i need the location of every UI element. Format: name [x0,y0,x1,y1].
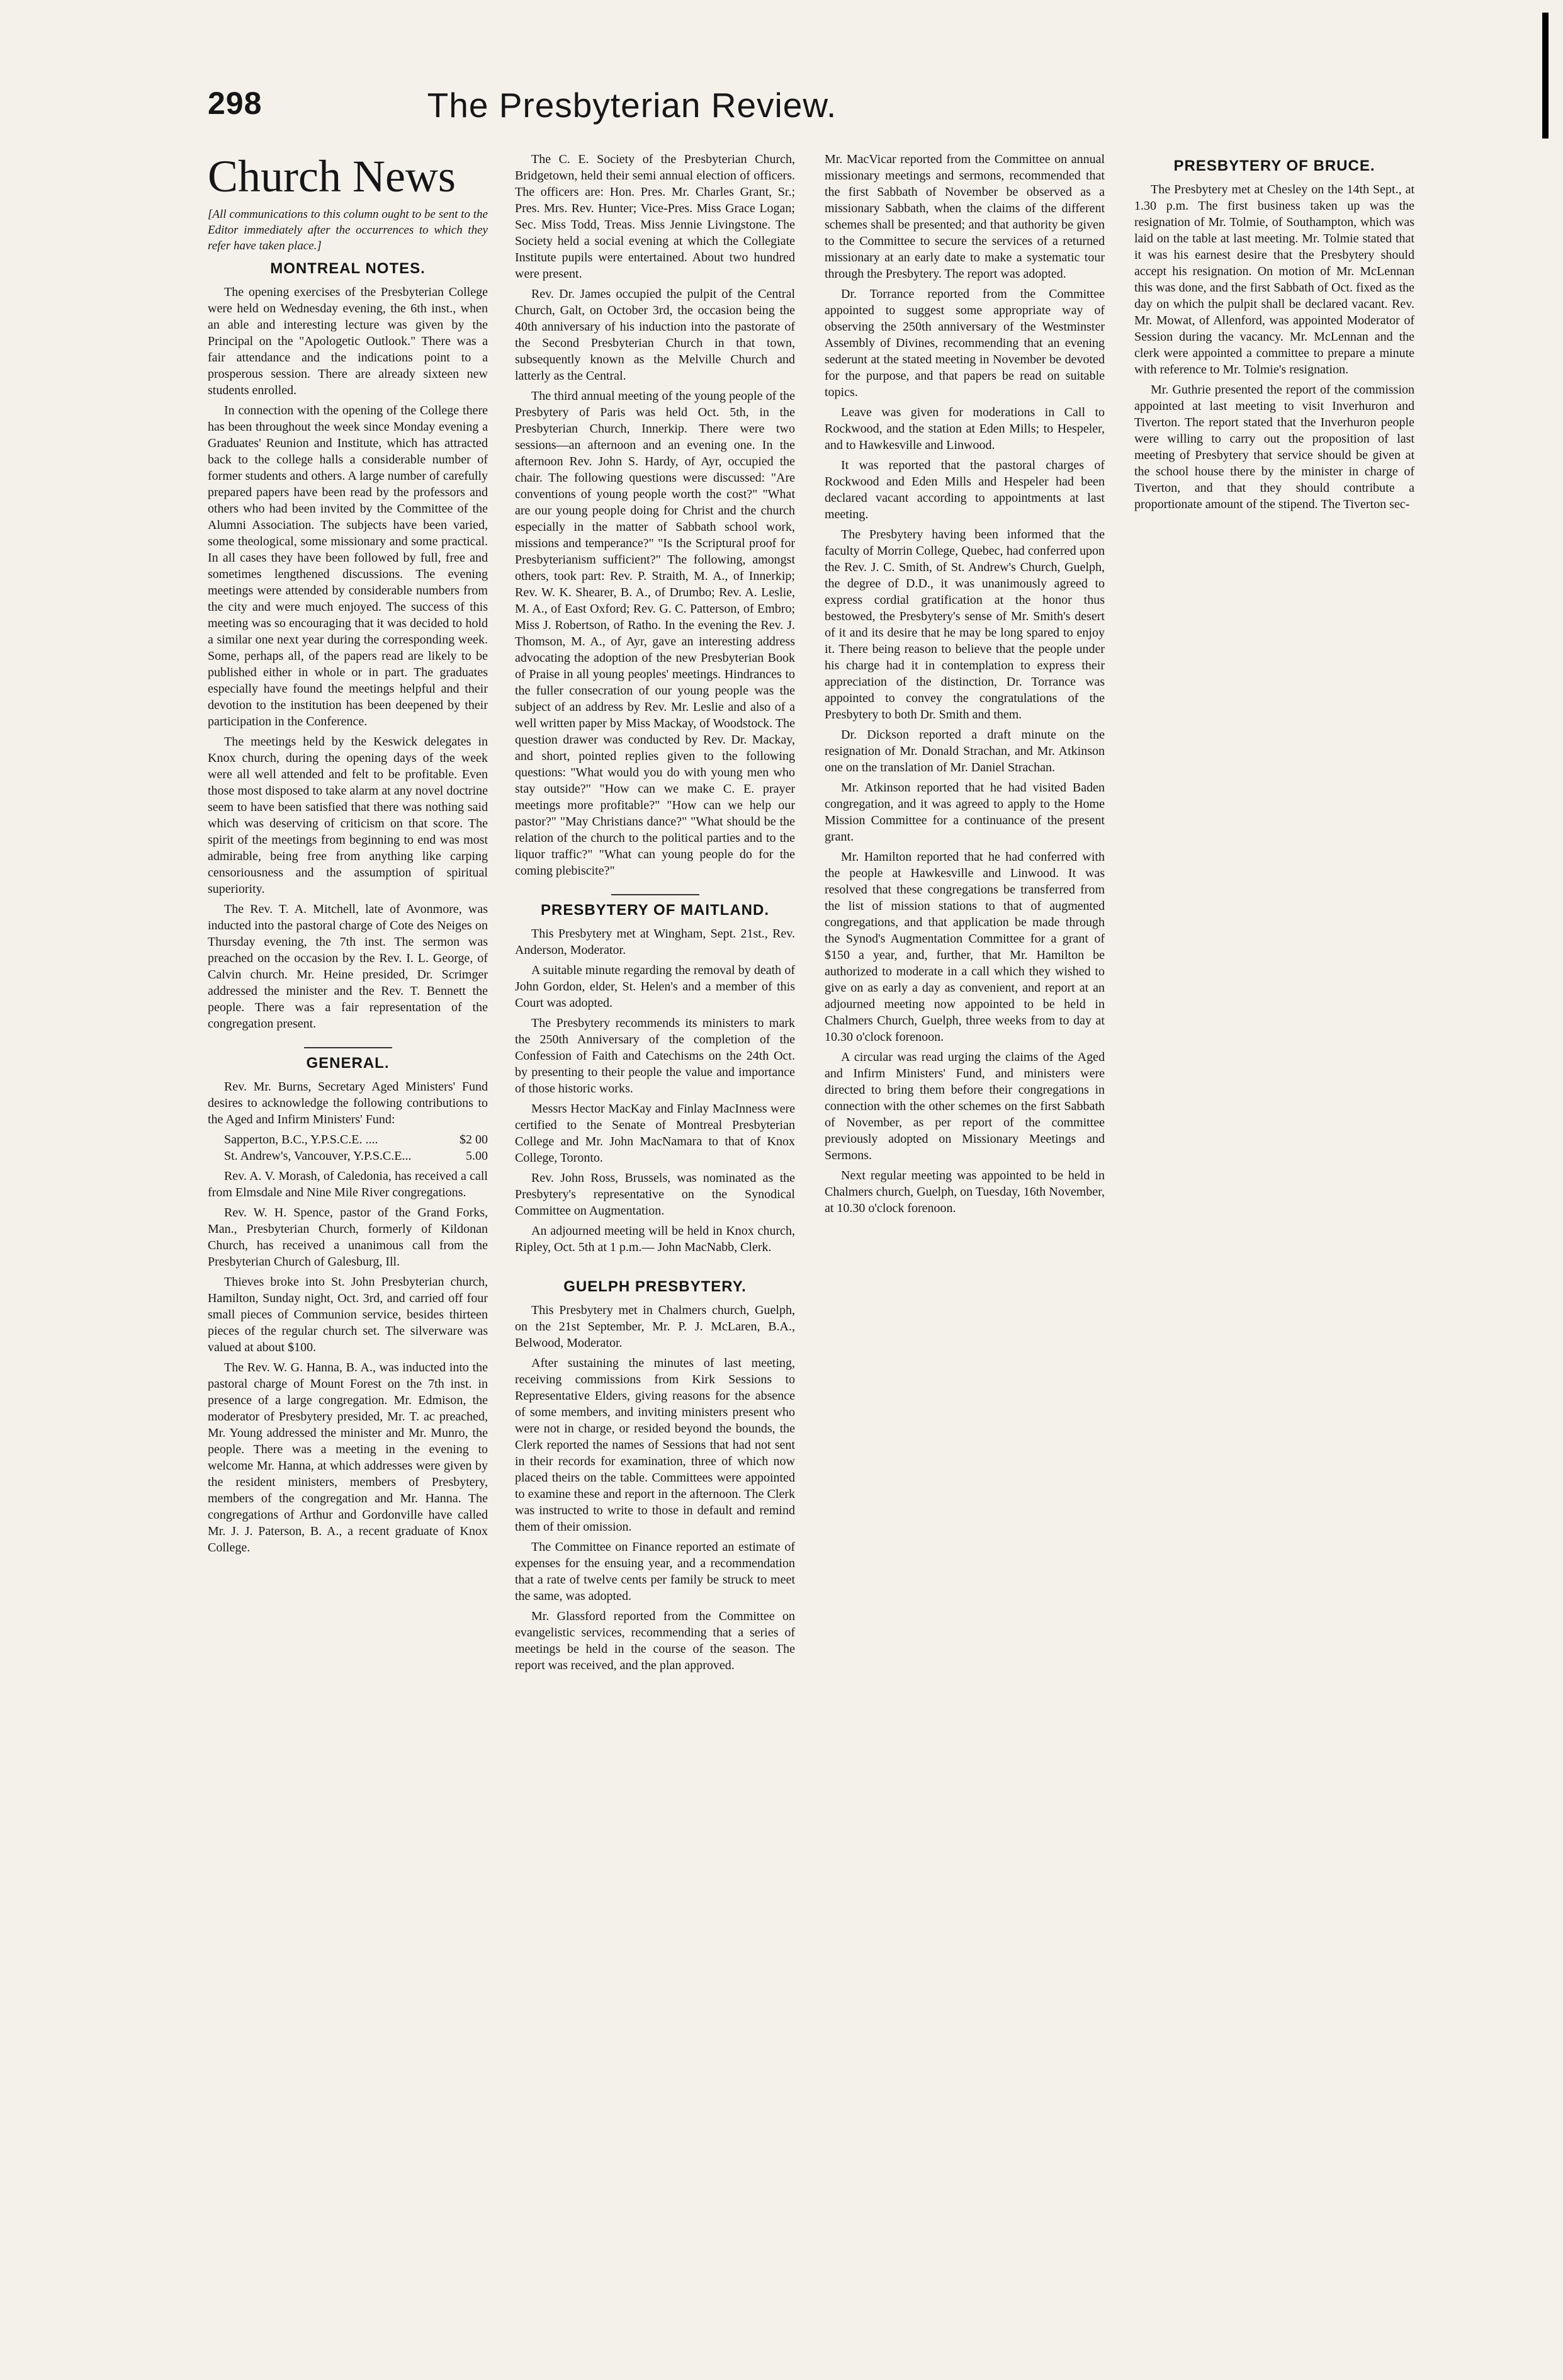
fund-line [208,1148,488,1164]
paragraph: The Rev. T. A. Mitchell, late of Avonmore, was inducted into the pastoral charge of Cote des Neiges on Thursday evening, the 7th inst. The sermon was preached on the occasion by the Rev. I. L. George, of Calvin church. Mr. Heine presided, Dr. Scrimger addressed the minister and the Rev. T. Bennett the people. There was a fair representation of the congregation present. [208,902,488,1031]
section-title: Church News [208,151,456,201]
general-heading: GENERAL. [306,1055,390,1072]
paragraph: This Presbytery met at Wingham, Sept. 21st., Rev. Anderson, Moderator. [515,927,795,957]
editor-note: [All communications to this column ought to be sent to the Editor immediately after the occurrences to which they refer have taken place.] [208,208,488,252]
fund-label: Sapperton, B.C., Y.P.S.C.E. .... [224,1133,378,1147]
paragraph: Messrs Hector MacKay and Finlay MacInness were certified to the Senate of Montreal Presbyterian College and Mr. John MacNamara to that of Knox College, Toronto. [515,1102,795,1165]
paragraph: Rev. John Ross, Brussels, was nominated as the Presbytery's representative on the Synodical Committee on Augmentation. [515,1171,795,1218]
page-header [208,85,1056,135]
guelph-heading: GUELPH PRESBYTERY. [563,1278,747,1295]
paragraph: The C. E. Society of the Presbyterian Church, Bridgetown, held their semi annual election of officers. The officers are: Hon. Pres. Mr. Charles Grant, Sr.; Pres. Mrs. Rev. Hunter; Vice-Pres. Miss Grace Logan; Sec. Miss Todd, Treas. Miss Jennie Livingstone. The Society held a social evening at which the Collegiate Institute pupils were entertained. About two hundred were present. [515,152,795,281]
paragraph: Mr. MacVicar reported from the Committee on annual missionary meetings and sermons, recommended that the first Sabbath of November be observed as a missionary Sabbath, when the claims of the different schemes shall be presented; and that authority be given to the Committee to secure the services of a returned missionary at an early date to make a systematic tour through the Presbytery. The report was adopted. [825,152,1105,281]
paragraph: The meetings held by the Keswick delegates in Knox church, during the opening days of the week were all well attended and felt to be profitable. Even those most disposed to take alarm at any novel doctrine seem to have been satisfied that there was nothing said which was deserving of criticism on that score. The spirit of the meetings from beginning to end was most admirable, being free from anything like carping censoriousness and the assumption of spiritual superiority. [208,735,488,896]
paragraph: The opening exercises of the Presbyterian College were held on Wednesday evening, the 6th inst., when an able and interesting lecture was given by the Principal on the "Apologetic Outlook." There was a fair attendance and the indications point to a prosperous session. There are already sixteen new students enrolled. [208,285,488,397]
paragraph: Dr. Dickson reported a draft minute on the resignation of Mr. Donald Strachan, and Mr. Atkinson one on the translation of Mr. Daniel Strachan. [825,728,1105,774]
section-divider [611,894,699,895]
paragraph: Mr. Atkinson reported that he had visited Baden congregation, and it was agreed to apply to the Home Mission Committee for a continuance of the present grant. [825,781,1105,844]
paragraph: Thieves broke into St. John Presbyterian church, Hamilton, Sunday night, Oct. 3rd, and carried off four small pieces of Communion service, besides thirteen pieces of the regular church set. The silverware was valued at about $100. [208,1275,488,1354]
journal-title: The Presbyterian Review. [427,86,837,125]
fund-line [208,1131,488,1148]
section-divider [304,1047,392,1048]
paragraph: Rev. Dr. James occupied the pulpit of the Central Church, Galt, on October 3rd, the occasion being the 40th anniversary of his induction into the pastorate of the Second Presbyterian Church in that town, subsequently known as the Melville Church and latterly as the Central. [515,287,795,383]
paragraph: The Rev. W. G. Hanna, B. A., was inducted into the pastoral charge of Mount Forest on the 7th inst. in presence of a large congregation. Mr. Edmison, the moderator of Presbytery presided, Mr. T. ac preached, Mr. Young addressed the minister and Mr. Munro, the people. There was a meeting in the evening to welcome Mr. Hanna, at which addresses were given by the resident ministers, members of Presbytery, members of the congregation and Mr. Hanna. The congregations of Arthur and Gordonville have called Mr. J. J. Paterson, B. A., a recent graduate of Knox College. [208,1361,488,1555]
page-edge-bar [1542,13,1549,139]
montreal-notes-heading: MONTREAL NOTES. [270,260,426,277]
paragraph: Mr. Glassford reported from the Committee on evangelistic services, recommending that a series of meetings be held in the course of the season. The report was received, and the plan approved. [515,1609,795,1672]
paragraph: This Presbytery met in Chalmers church, Guelph, on the 21st September, Mr. P. J. McLaren, B.A., Belwood, Moderator. [515,1303,795,1350]
paragraph: After sustaining the minutes of last meeting, receiving commissions from Kirk Sessions to Representative Elders, giving reasons for the absence of some members, and inviting ministers present who were not in charge, or resided beyond the bounds, the Clerk reported the names of Sessions that had not sent in their records for examination, three of which now placed theirs on the table. Committees were appointed to examine these and report in the afternoon. The Clerk was instructed to write to those in default and remind them of their omission. [515,1356,795,1534]
column-2 [515,151,795,1677]
page-number: 298 [208,86,262,121]
paragraph: Mr. Guthrie presented the report of the commission appointed at last meeting to visit Inverhuron and Tiverton. The report stated that the Inverhuron people were willing to carry out the proposition of last meeting of Presbytery that service should be given at the school house there by the minister in charge of Tiverton, and that they should contribute a proportionate amount of the stipend. The Tiverton sec- [1134,383,1414,511]
column-4 [1134,151,1414,516]
paragraph: The Presbytery recommends its ministers to mark the 250th Anniversary of the completion of the Confession of Faith and Catechisms on the 24th Oct. by presenting to their people the value and importance of those historic works. [515,1016,795,1096]
paragraph: Rev. W. H. Spence, pastor of the Grand Forks, Man., Presbyterian Church, formerly of Kildonan Church, has received a unanimous call from the Presbyterian Church of Galesburg, Ill. [208,1206,488,1269]
paragraph: Mr. Hamilton reported that he had conferred with the people at Hawkesville and Linwood. It was resolved that these congregations be transferred from the list of mission stations to that of augmented congregations, and that application be made through the Synod's Augmentation Committee for a grant of $150 a year, and, further, that Mr. Hamilton be authorized to moderate in a call which they wished to give on as early a day as convenient, and report at an adjourned meeting now appointed to be held in Chalmers Church, Guelph, three weeks from to day at 10.30 o'clock forenoon. [825,850,1105,1044]
fund-amount: $2 00 [460,1133,488,1147]
paragraph: Leave was given for moderations in Call to Rockwood, and the station at Eden Mills; to Hespeler, and to Hawkesville and Linwood. [825,405,1105,452]
fund-amount: 5.00 [466,1149,488,1163]
paragraph: An adjourned meeting will be held in Knox church, Ripley, Oct. 5th at 1 p.m.— John MacNabb, Clerk. [515,1224,795,1254]
paragraph: A circular was read urging the claims of the Aged and Infirm Ministers' Fund, and ministers were directed to bring them before their congregations in connection with the other schemes on the first Sabbath of November, as per report of the committee previously adopted on Missionary Meetings and Sermons. [825,1050,1105,1162]
column-1 [208,151,488,1560]
paragraph: The Presbytery having been informed that the faculty of Morrin College, Quebec, had conferred upon the Rev. J. C. Smith, of St. Andrew's Church, Guelph, the degree of D.D., it was unanimously agreed to express cordial gratification at the honor thus bestowed, the Presbytery's sense of Mr. Smith's desert of it and its desire that he may be long spared to enjoy it. There being reason to believe that the people under his charge had it in contemplation to express their appreciation of the distinction, Dr. Torrance was appointed to convey the congratulations of the Presbytery to both Dr. Smith and them. [825,528,1105,722]
column-3 [825,151,1105,1220]
paragraph: Rev. Mr. Burns, Secretary Aged Ministers' Fund desires to acknowledge the following contributions to the Aged and Infirm Ministers' Fund: [208,1080,488,1126]
paragraph: Dr. Torrance reported from the Committee appointed to suggest some appropriate way of observing the 250th anniversary of the Westminster Assembly of Divines, recommending that an evening sederunt at the stated meeting in November be devoted for the purpose, and that papers be read on suitable topics. [825,287,1105,399]
paragraph: Next regular meeting was appointed to be held in Chalmers church, Guelph, on Tuesday, 16th November, at 10.30 o'clock forenoon. [825,1169,1105,1215]
fund-label: St. Andrew's, Vancouver, Y.P.S.C.E... [224,1149,412,1163]
maitland-heading: PRESBYTERY OF MAITLAND. [540,902,770,919]
paragraph: It was reported that the pastoral charges of Rockwood and Eden Mills and Hespeler had been declared vacant according to appointments at last meeting. [825,458,1105,521]
paragraph: The Committee on Finance reported an estimate of expenses for the ensuing year, and a recommendation that a rate of twelve cents per family be struck to meet the same, was adopted. [515,1540,795,1603]
paragraph: A suitable minute regarding the removal by death of John Gordon, elder, St. Helen's and a member of this Court was adopted. [515,963,795,1010]
bruce-heading: PRESBYTERY OF BRUCE. [1173,157,1375,174]
paragraph: The Presbytery met at Chesley on the 14th Sept., at 1.30 p.m. The first business taken up was the resignation of Mr. Tolmie, of Southampton, which was laid on the table at last meeting. Mr. Tolmie stated that it was his earnest desire that the Presbytery should accept his resignation. On motion of Mr. McLennan this was done, and the first Sabbath of Oct. fixed as the day on which the pulpit shall be declared vacant. Rev. Mr. Mowat, of Allenford, was appointed Moderator of Session during the vacancy. Mr. McLennan and the clerk were appointed a committee to prepare a minute with reference to Mr. Tolmie's resignation. [1134,183,1414,377]
paragraph: Rev. A. V. Morash, of Caledonia, has received a call from Elmsdale and Nine Mile River congregations. [208,1169,488,1199]
paragraph: The third annual meeting of the young people of the Presbytery of Paris was held Oct. 5th, in the Presbyterian Church, Innerkip. There were two sessions—an afternoon and an evening one. In the afternoon Rev. John S. Hardy, of Ayr, occupied the chair. The following questions were discussed: "Are conventions of young people worth the cost?" "What are our young people doing for Christ and the church especially in the matter of Sabbath school work, missions and temperance?" "Is the Scriptural proof for Presbyterianism sufficient?" The following, amongst others, took part: Rev. P. Straith, M. A., of Innerkip; Rev. W. K. Shearer, B. A., of Drumbo; Rev. A. Leslie, M. A., of East Oxford; Rev. G. C. Patterson, of Embro; Miss J. Robertson, of Ratho. In the evening the Rev. J. Thomson, M. A., of Ayr, gave an interesting address advocating the adoption of the new Presbyterian Book of Praise in all young peoples' meetings. Hindrances to the fuller consecration of our young people was the subject of an address by Rev. Mr. Leslie and also of a well written paper by Miss Mackay, of Woodstock. The question drawer was conducted by Rev. Dr. Mackay, and short, pointed replies given to the following questions: "What would you do with young men who stay outside?" "How can we make C. E. prayer meetings more profitable?" "How can we help our pastor?" "May Christians dance?" "What should be the relation of the church to the political parties and to the liquor traffic?" "What can young people do for the coming plebiscite?" [515,389,795,878]
paragraph: In connection with the opening of the College there has been throughout the week since Monday evening a Graduates' Reunion and Institute, which has attracted back to the college halls a considerable number of former students and others. A large number of carefully prepared papers have been read by the professors and others who had been invited by the Committee of the Alumni Association. The subjects have been varied, some theological, some missionary and some practical. In all cases they have been followed by full, free and sometimes lengthened discussions. The evening meetings were attended by considerable numbers from the city and were much enjoyed. The success of this meeting was so encouraging that it was decided to hold a similar one next year during the corresponding week. Some, perhaps all, of the papers read are likely to be published either in whole or in part. The graduates especially have found the meetings helpful and their devotion to the institution has been deepened by their participation in the Conference. [208,404,488,728]
